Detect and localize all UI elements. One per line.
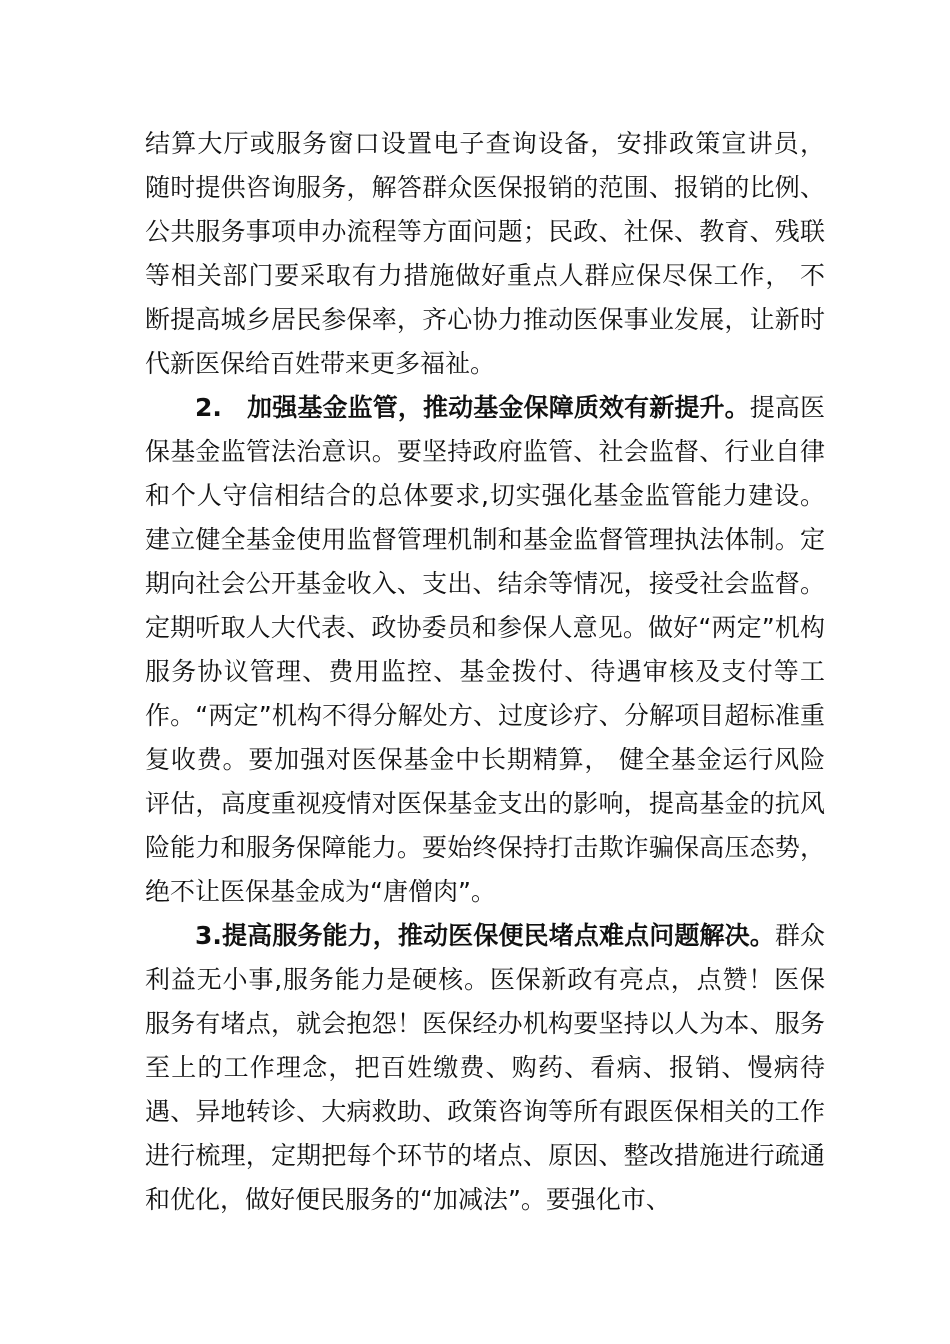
document-body bbox=[145, 122, 825, 1222]
paragraph-1 bbox=[145, 122, 825, 386]
paragraph-2 bbox=[145, 386, 825, 914]
paragraph-1-body: 结算大厅或服务窗口设置电子查询设备，安排政策宣讲员， 随时提供咨询服务，解答群众医保报销的范围、报销的比例、公共服务事项申办流程等方面问题；民政、社保、教育、残联等相关部门要采取有力措施做好重点人群应保尽保工作， 不断提高城乡居民参保率，齐心协力推动医保事业发展，让新时代新医保给百姓带来更多福祉。 bbox=[145, 129, 825, 378]
paragraph-3-body: 群众利益无小事,服务能力是硬核。医保新政有亮点，点赞！医保服务有堵点，就会抱怨！医保经办机构要坚持以人为本、服务至上的工作理念，把百姓缴费、购药、看病、报销、慢病待遇、异地转诊、大病救助、政策咨询等所有跟医保相关的工作进行梳理，定期把每个环节的堵点、原因、整改措施进行疏通和优化，做好便民服务的“加减法”。要强化市、 bbox=[145, 921, 825, 1214]
paragraph-3 bbox=[145, 914, 825, 1222]
paragraph-3-heading: 3.提高服务能力，推动医保便民堵点难点问题解决。 bbox=[195, 921, 775, 950]
paragraph-2-heading: 2. 加强基金监管，推动基金保障质效有新提升。 bbox=[195, 393, 750, 422]
paragraph-2-body: 提高医保基金监管法治意识。要坚持政府监管、社会监督、行业自律和个人守信相结合的总体要求,切实强化基金监管能力建设。建立健全基金使用监督管理机制和基金监督管理执法体制。定期向社会公开基金收入、支出、结余等情况，接受社会监督。定期听取人大代表、政协委员和参保人意见。做好“两定”机构服务协议管理、费用监控、基金拨付、待遇审核及支付等工作。“两定”机构不得分解处方、过度诊疗、分解项目超标准重复收费。要加强对医保基金中长期精算， 健全基金运行风险评估，高度重视疫情对医保基金支出的影响，提高基金的抗风险能力和服务保障能力。要始终保持打击欺诈骗保高压态势，绝不让医保基金成为“唐僧肉”。 bbox=[145, 393, 825, 906]
